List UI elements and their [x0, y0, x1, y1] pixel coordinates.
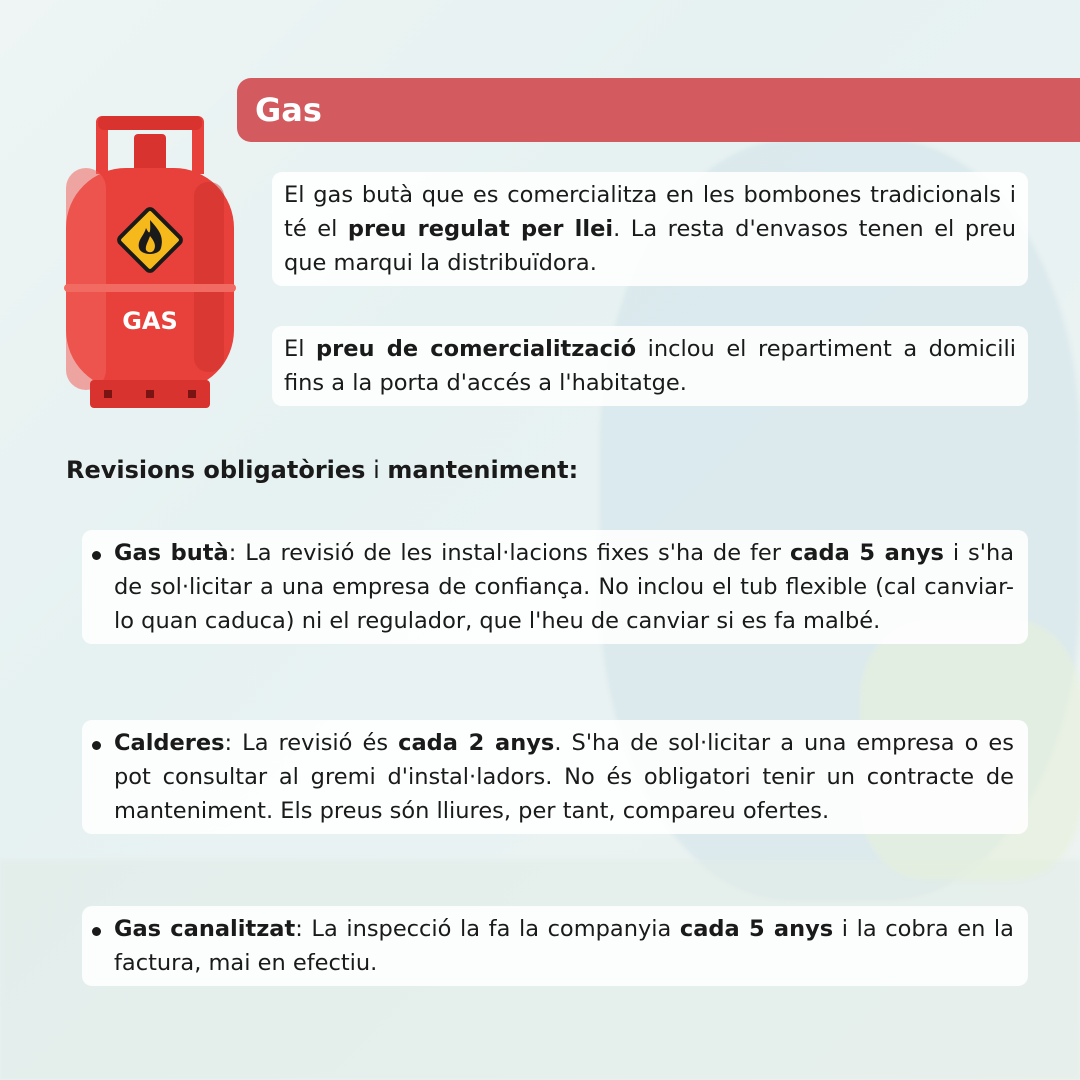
intro-paragraph-2 [272, 326, 1028, 406]
list-item-label: Gas butà [114, 540, 229, 566]
text: : La inspecció la fa la companyia [295, 916, 680, 942]
gas-cylinder-icon [58, 112, 242, 412]
text-bold: cada 5 anys [679, 916, 834, 942]
text: i [365, 456, 388, 484]
text: El [284, 336, 317, 362]
text: i la cobra en la factura, mai en efectiu. [114, 916, 1014, 976]
text-bold: preu de comercialització [316, 336, 637, 362]
cylinder-label: GAS [122, 307, 178, 335]
text: El gas butà que es comercialitza en les bombones tradicionals i té el [284, 182, 1016, 242]
page-title: Gas [255, 91, 322, 129]
text-bold: Revisions obligatòries [66, 456, 366, 484]
list-item [82, 906, 1028, 986]
list-item-label: Gas canalitzat [114, 916, 296, 942]
text: : La revisió de les instal·lacions fixes s'ha de fer [228, 540, 790, 566]
text: : La revisió és [224, 730, 399, 756]
text-bold: cada 5 anys [789, 540, 944, 566]
text-bold: manteniment: [387, 456, 579, 484]
header-bar [237, 78, 1080, 142]
text: i s'ha de sol·licitar a una empresa de confiança. No inclou el tub flexible (cal canviar-lo quan caduca) ni el regulador, que l'heu de canviar si es fa malbé. [114, 540, 1014, 634]
text-bold: preu regulat per llei [347, 216, 614, 242]
list-item [82, 720, 1028, 834]
text: . S'ha de sol·licitar a una empresa o es pot consultar al gremi d'instal·ladors. No és obligatori tenir un contracte de manteniment. Els preus són lliures, per tant, compareu ofertes. [114, 730, 1014, 824]
list-item-label: Calderes [114, 730, 225, 756]
list-item [82, 530, 1028, 644]
text: inclou el repartiment a domicili fins a la porta d'accés a l'habitatge. [284, 336, 1016, 396]
intro-paragraph-1 [272, 172, 1028, 286]
section-title [66, 452, 578, 488]
text: . La resta d'envasos tenen el preu que marqui la distribuïdora. [284, 216, 1016, 276]
text-bold: cada 2 anys [398, 730, 555, 756]
